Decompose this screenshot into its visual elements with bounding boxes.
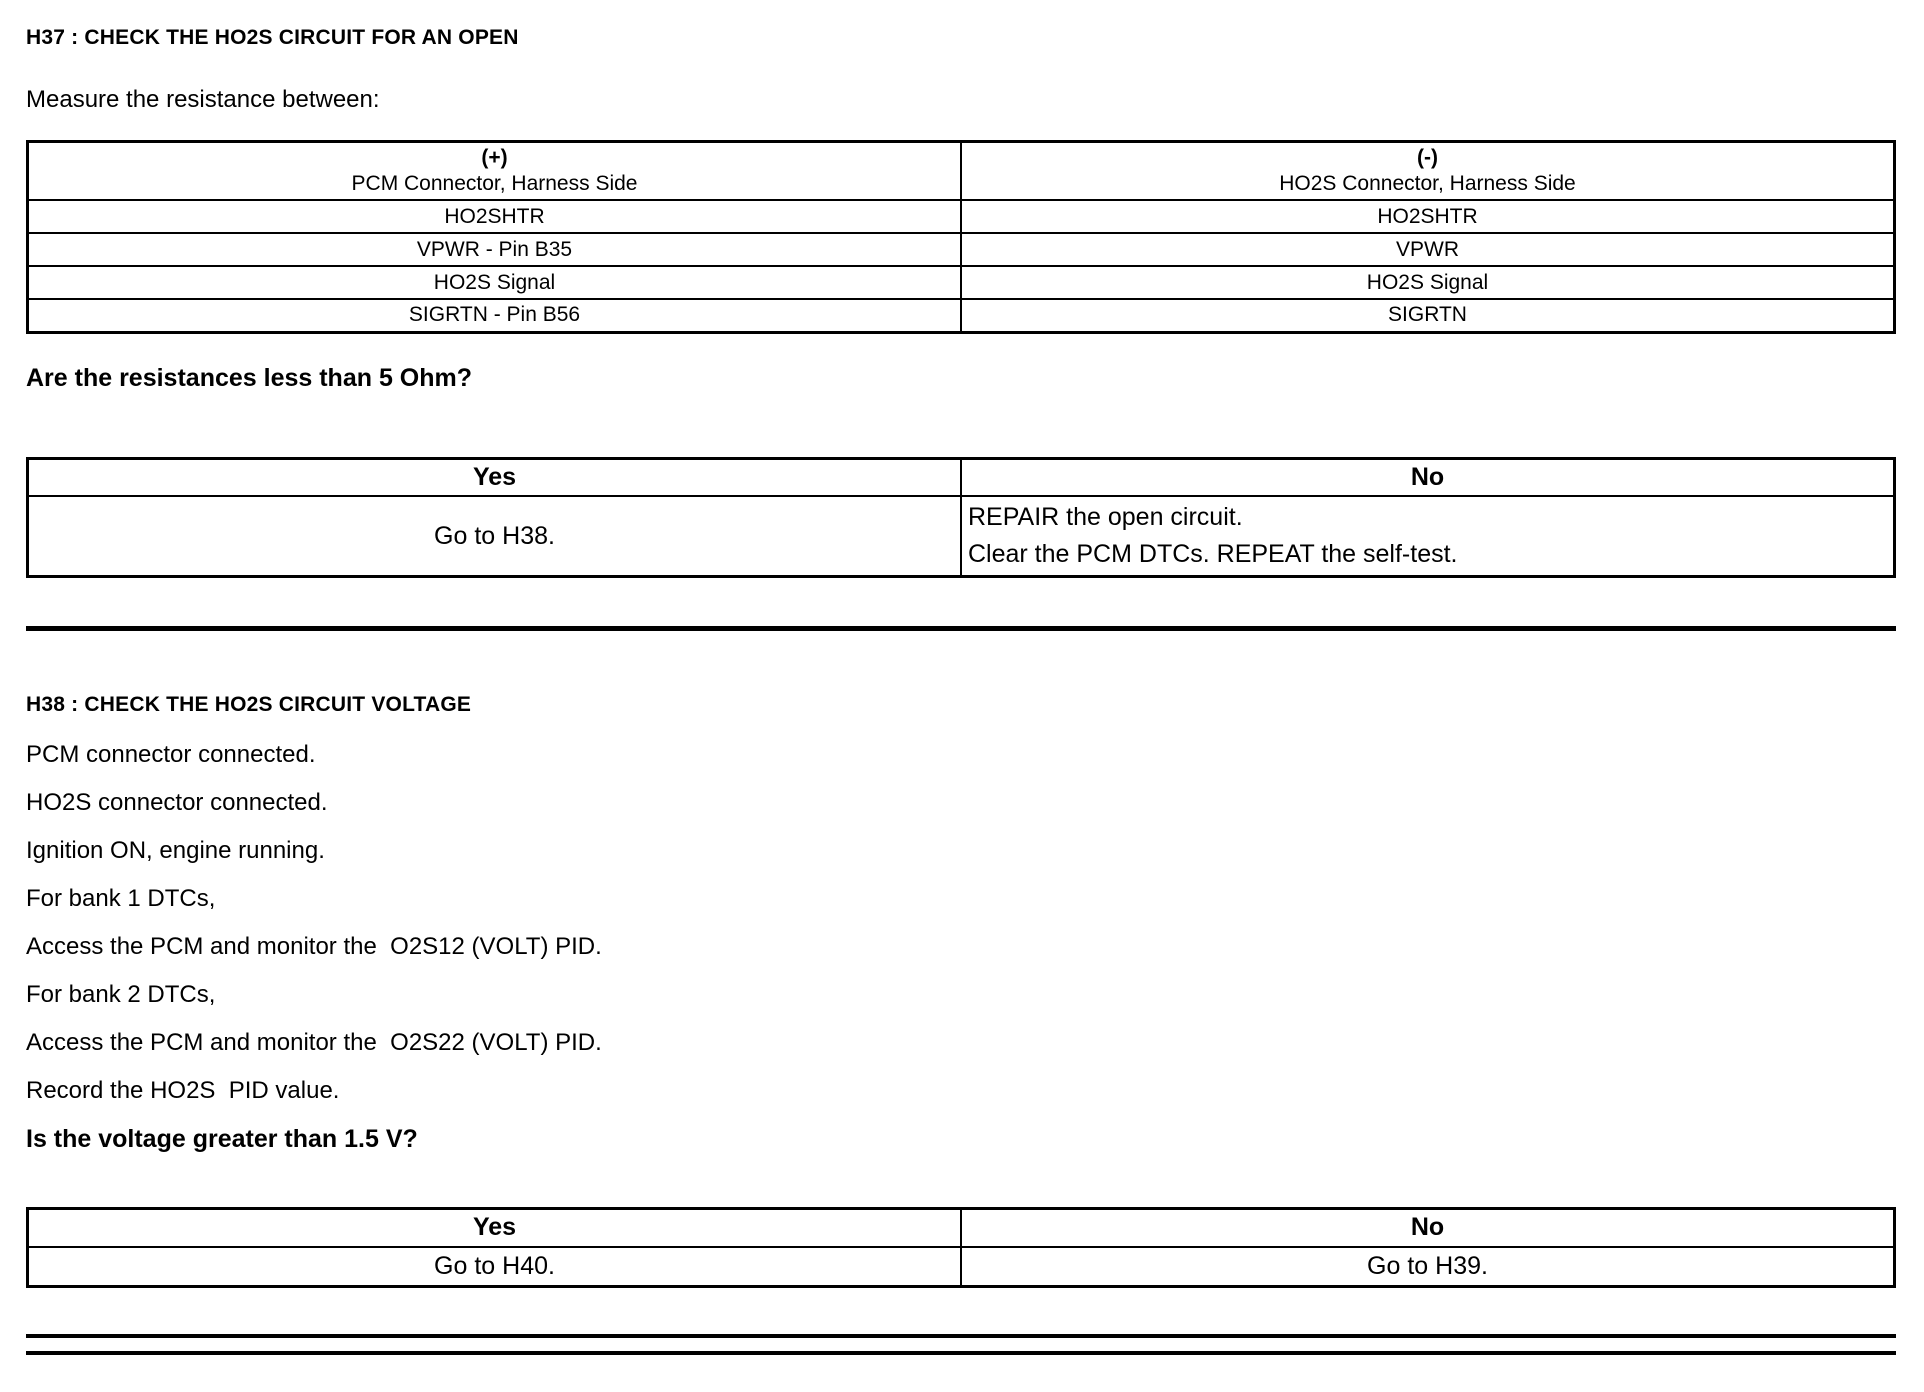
page-end-rule-2 [26, 1351, 1896, 1355]
pcm-pin-cell: HO2SHTR [28, 200, 962, 233]
decision-header-row [28, 1209, 1895, 1247]
no-action-cell [961, 496, 1895, 577]
test-step-line: For bank 1 DTCs, [26, 885, 216, 912]
decision-table-h38 [26, 1207, 1896, 1288]
measurement-row [28, 200, 1895, 233]
yes-column-header: Yes [28, 1209, 962, 1247]
measurement-header-row [28, 142, 1895, 201]
test-step-line: Ignition ON, engine running. [26, 837, 325, 864]
ho2s-pin-cell: HO2SHTR [961, 200, 1895, 233]
decision-question-h38: Is the voltage greater than 1.5 V? [26, 1125, 418, 1153]
yes-action-cell: Go to H40. [28, 1247, 962, 1287]
decision-action-row [28, 496, 1895, 577]
pcm-pin-cell: HO2S Signal [28, 266, 962, 299]
measurement-row [28, 266, 1895, 299]
no-column-header: No [961, 458, 1895, 496]
negative-column-header [961, 142, 1895, 201]
measurement-row [28, 299, 1895, 332]
decision-header-row [28, 458, 1895, 496]
positive-column-header [28, 142, 962, 201]
ho2s-pin-cell: SIGRTN [961, 299, 1895, 332]
step-title-h37: H37 : CHECK THE HO2S CIRCUIT FOR AN OPEN [26, 26, 519, 49]
measurement-row [28, 233, 1895, 266]
pcm-pin-cell: SIGRTN - Pin B56 [28, 299, 962, 332]
page-end-rule-1 [26, 1334, 1896, 1338]
test-step-line: HO2S connector connected. [26, 789, 328, 816]
polarity-plus-label: (+) [481, 146, 508, 169]
yes-column-header: Yes [28, 458, 962, 496]
step-title-h38: H38 : CHECK THE HO2S CIRCUIT VOLTAGE [26, 693, 472, 716]
diagnostic-step-h38 [26, 693, 1896, 1288]
ho2s-connector-label: HO2S Connector, Harness Side [1279, 172, 1576, 195]
polarity-minus-label: (-) [1417, 146, 1438, 169]
diagnostic-step-h37 [26, 26, 1896, 578]
no-column-header: No [961, 1209, 1895, 1247]
ho2s-pin-cell: HO2S Signal [961, 266, 1895, 299]
no-action-line: REPAIR the open circuit. [968, 503, 1243, 531]
test-step-line: Record the HO2S PID value. [26, 1077, 340, 1104]
test-step-line: Access the PCM and monitor the O2S22 (VOLT) PID. [26, 1029, 602, 1056]
resistance-measurement-table [26, 140, 1896, 334]
decision-action-row [28, 1247, 1895, 1287]
yes-action-cell: Go to H38. [28, 496, 962, 577]
no-action-line: Clear the PCM DTCs. REPEAT the self-test. [968, 540, 1458, 568]
measure-instruction: Measure the resistance between: [26, 86, 380, 113]
ho2s-pin-cell: VPWR [961, 233, 1895, 266]
test-step-line: PCM connector connected. [26, 741, 316, 768]
pcm-pin-cell: VPWR - Pin B35 [28, 233, 962, 266]
pcm-connector-label: PCM Connector, Harness Side [351, 172, 638, 195]
decision-question-h37: Are the resistances less than 5 Ohm? [26, 363, 473, 392]
test-step-line: For bank 2 DTCs, [26, 981, 216, 1008]
no-action-cell: Go to H39. [961, 1247, 1895, 1287]
section-divider [26, 626, 1896, 631]
decision-table-h37 [26, 457, 1896, 579]
test-step-line: Access the PCM and monitor the O2S12 (VOLT) PID. [26, 933, 602, 960]
test-step-list [26, 731, 1896, 1163]
